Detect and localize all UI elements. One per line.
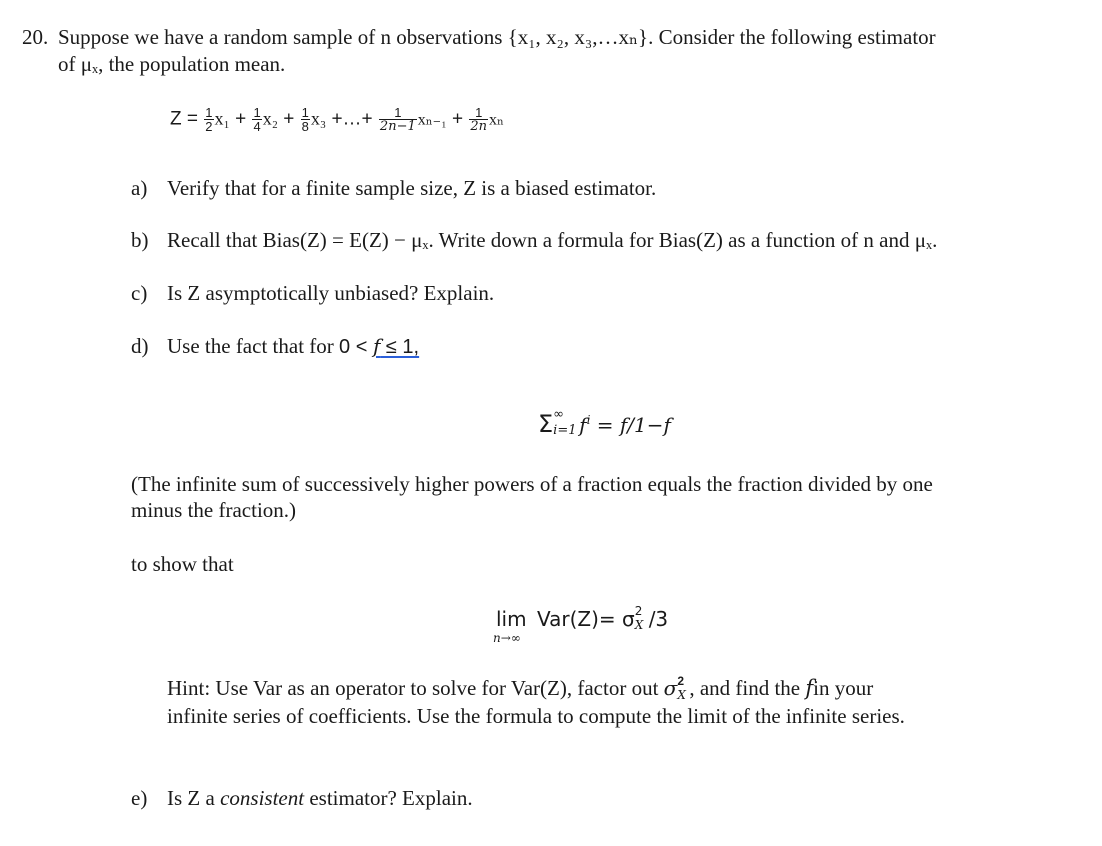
to-show-text: to show that [131, 552, 234, 576]
hint-f: f [805, 676, 814, 700]
estimator-lhs: Z = [170, 108, 198, 130]
lim-subscript: n→∞ [493, 631, 521, 645]
part-e-text-before: Is Z a [167, 786, 221, 810]
hint-line-1 [167, 676, 873, 701]
operator-1: + [235, 108, 247, 130]
hint-sigma-sub: X [677, 688, 686, 702]
part-d-text-before: Use the fact that for [167, 334, 340, 358]
part-e-label: e) [131, 786, 148, 810]
term-var-3: x₃ [310, 108, 327, 129]
part-d-text [167, 334, 419, 359]
term-var-1: x₁ [214, 108, 230, 129]
parenthetical-line-1: (The infinite sum of successively higher powers of a fraction equals the fraction divided by one [131, 472, 933, 496]
fraction-5: $\frac{1}{2n}$ [470, 105, 488, 134]
term-var-2: x₂ [262, 108, 278, 129]
operator-4: + [451, 108, 464, 130]
limit-body: Var(Z)= σ [536, 607, 635, 631]
hint-text-after: , and find the [689, 676, 806, 700]
series-body-sup: i [586, 413, 591, 427]
limit-sigma-scripts [634, 604, 649, 632]
lim-text: lim [496, 607, 527, 631]
parenthetical-line-2: minus the fraction.) [131, 498, 297, 522]
part-c-label: c) [131, 281, 148, 305]
condition-left: 0 < [339, 336, 373, 358]
limit-formula [493, 604, 669, 645]
condition-f: f [372, 334, 381, 358]
estimator-formula [170, 106, 504, 133]
part-d-label: d) [131, 334, 149, 358]
part-a-text: Verify that for a finite sample size, Z is a biased estimator. [167, 176, 657, 200]
sigma-symbol: Σ [538, 410, 554, 438]
term-var-5: xₙ [489, 111, 504, 129]
operator-2: + [283, 108, 295, 130]
part-b-text: Recall that Bias(Z) = E(Z) − μₓ. Write down a formula for Bias(Z) as a function of n and μₓ. [167, 228, 938, 252]
hint-line-2: infinite series of coefficients. Use the formula to compute the limit of the infinite series. [167, 704, 905, 728]
sigma-limits [553, 406, 577, 438]
fraction-2: $\frac{1}{4}$ [253, 105, 261, 134]
series-rhs: = f/1−f [590, 413, 671, 437]
condition-right: ≤ 1, [380, 336, 420, 358]
sigma-lower: i=1 [553, 422, 577, 438]
hint-sigma-scripts [677, 674, 689, 702]
limit-tail: /3 [648, 607, 669, 631]
hint-text-before: Hint: Use Var as an operator to solve for Var(Z), factor out [167, 676, 664, 700]
series-body: f [579, 413, 587, 437]
part-e-text [167, 786, 473, 811]
limit-operator [493, 607, 527, 645]
limit-sigma-sub: X [634, 618, 644, 632]
part-b-label: b) [131, 228, 149, 252]
fraction-4: $\frac{1}{2n-1}$ [379, 105, 416, 134]
question-line-1: Suppose we have a random sample of n observations {x₁, x₂, x₃,…xₙ}. Consider the following estimator [58, 25, 936, 49]
sigma-upper: ∞ [553, 406, 565, 422]
fraction-3: $\frac{1}{8}$ [301, 105, 309, 134]
part-e-text-after: estimator? Explain. [304, 786, 473, 810]
term-var-4: xₙ₋₁ [417, 111, 447, 129]
operator-3: +…+ [331, 108, 373, 130]
part-c-text: Is Z asymptotically unbiased? Explain. [167, 281, 495, 305]
question-number: 20. [22, 25, 49, 49]
series-formula [538, 406, 671, 438]
hint-text-end: in your [813, 676, 874, 700]
part-e-emphasis: consistent [220, 786, 305, 810]
question-line-2: of μₓ, the population mean. [58, 52, 286, 76]
hint-sigma-sup: 2 [677, 674, 685, 688]
part-a-label: a) [131, 176, 148, 200]
limit-sigma-sup: 2 [634, 604, 643, 618]
hint-sigma: σ [663, 676, 678, 700]
fraction-1: $\frac{1}{2}$ [205, 105, 213, 134]
